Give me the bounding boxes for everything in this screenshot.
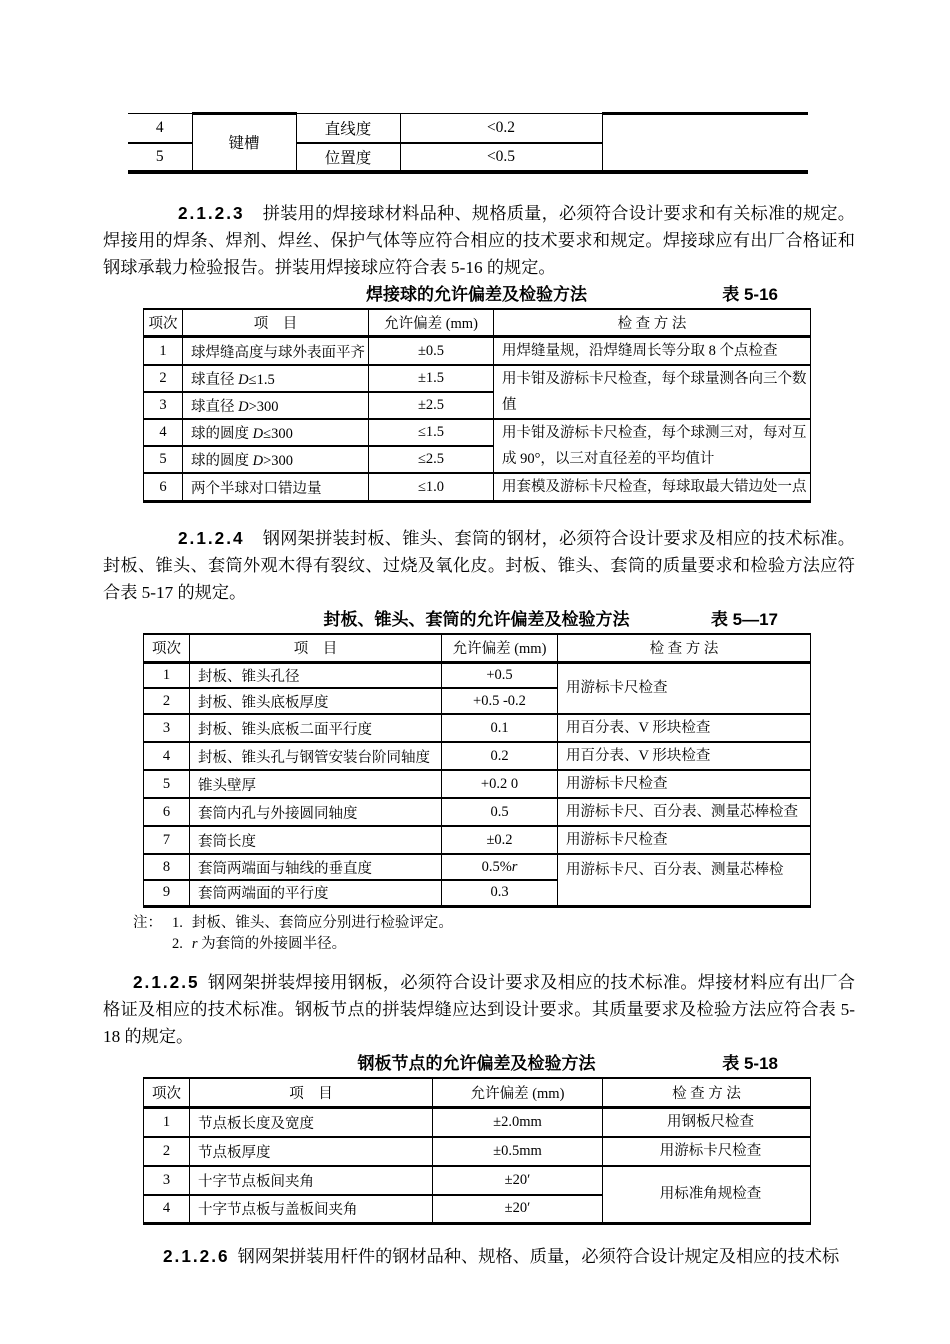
table-5-18 bbox=[143, 1077, 811, 1226]
item-variable: D bbox=[238, 399, 249, 415]
cell-no: 3 bbox=[144, 392, 183, 419]
table-5-16-caption bbox=[143, 284, 810, 306]
table-row bbox=[144, 473, 811, 502]
cell-deviation: ≤1.0 bbox=[369, 473, 494, 502]
cell-method: 用卡钳及游标卡尺检查，每个球量测各向三个数值 bbox=[494, 365, 811, 419]
note-item-1 bbox=[172, 913, 453, 934]
col-header-item: 项 目 bbox=[183, 309, 369, 337]
item-text: 球直径 bbox=[191, 372, 239, 388]
cell-item: 节点板厚度 bbox=[190, 1137, 433, 1166]
cell-method: 用钢板尺检查 bbox=[603, 1108, 811, 1137]
cell-deviation: ±2.0mm bbox=[433, 1108, 603, 1137]
table-number: 表 5—17 bbox=[710, 610, 778, 629]
cell-no: 2 bbox=[144, 688, 190, 714]
cell-item: 套筒内孔与外接圆同轴度 bbox=[190, 798, 442, 826]
table-row bbox=[144, 1108, 811, 1137]
cell-method: 用游标卡尺检查 bbox=[558, 770, 811, 798]
cell-no: 6 bbox=[144, 798, 190, 826]
cell-no: 4 bbox=[144, 419, 183, 446]
cell-method: 用游标卡尺检查 bbox=[558, 662, 811, 714]
cell-no: 9 bbox=[144, 880, 190, 906]
cell-no: 1 bbox=[144, 1108, 190, 1137]
cell-item: 位置度 bbox=[296, 143, 400, 172]
table-5-17-notes bbox=[133, 913, 855, 955]
cell-deviation: +0.5 -0.2 bbox=[442, 688, 558, 714]
paragraph-2-1-2-3 bbox=[103, 200, 855, 281]
table-5-18-caption bbox=[143, 1053, 810, 1075]
cell-deviation: ≤2.5 bbox=[369, 446, 494, 473]
cell-item: 封板、锥头底板厚度 bbox=[190, 688, 442, 714]
cell-item bbox=[183, 392, 369, 419]
item-text: 球的圆度 bbox=[191, 426, 253, 442]
col-header-deviation: 允许偏差 (mm) bbox=[442, 634, 558, 662]
cell-no: 6 bbox=[144, 473, 183, 502]
cell-method: 用百分表、V 形块检查 bbox=[558, 742, 811, 770]
cell-no: 1 bbox=[144, 662, 190, 688]
table-row bbox=[144, 1137, 811, 1166]
cell-deviation bbox=[442, 854, 558, 880]
col-header-method: 检 查 方 法 bbox=[558, 634, 811, 662]
item-text: >300 bbox=[263, 453, 294, 469]
item-text: ≤300 bbox=[263, 426, 293, 442]
col-header-deviation: 允许偏差 (mm) bbox=[433, 1078, 603, 1108]
cell-item: 十字节点板间夹角 bbox=[190, 1166, 433, 1195]
cell-method: 用焊缝量规，沿焊缝周长等分取 8 个点检查 bbox=[494, 337, 811, 366]
note-label: 注： bbox=[133, 914, 162, 931]
table-title: 焊接球的允许偏差及检验方法 bbox=[366, 284, 587, 304]
cell-method: 用游标卡尺检查 bbox=[558, 826, 811, 854]
table-row bbox=[144, 662, 811, 688]
table-row bbox=[144, 365, 811, 392]
col-header-deviation: 允许偏差 (mm) bbox=[369, 309, 494, 337]
cell-group: 键槽 bbox=[192, 114, 296, 172]
header-row bbox=[144, 309, 811, 337]
cell-no: 4 bbox=[128, 114, 192, 143]
cell-item: 套筒两端面与轴线的垂直度 bbox=[190, 854, 442, 880]
item-text: >300 bbox=[248, 399, 279, 415]
cell-no: 3 bbox=[144, 1166, 190, 1195]
cell-method-empty bbox=[602, 114, 808, 172]
cell-method: 用游标卡尺、百分表、测量芯棒检 bbox=[558, 854, 811, 906]
cell-deviation: +0.2 0 bbox=[442, 770, 558, 798]
cell-item: 封板、锥头底板二面平行度 bbox=[190, 714, 442, 742]
col-header-no: 项次 bbox=[144, 309, 183, 337]
cell-deviation: ±0.2 bbox=[442, 826, 558, 854]
cell-item bbox=[183, 365, 369, 392]
cell-deviation: 0.2 bbox=[442, 742, 558, 770]
cell-item: 封板、锥头孔径 bbox=[190, 662, 442, 688]
cell-no: 5 bbox=[144, 770, 190, 798]
cell-item bbox=[183, 446, 369, 473]
cell-item: 两个半球对口错边量 bbox=[183, 473, 369, 502]
cell-deviation: <0.2 bbox=[400, 114, 602, 143]
cell-method: 用游标卡尺检查 bbox=[603, 1137, 811, 1166]
cell-no: 4 bbox=[144, 1195, 190, 1224]
cell-deviation: +0.5 bbox=[442, 662, 558, 688]
table-title: 封板、锥头、套筒的允许偏差及检验方法 bbox=[323, 610, 630, 629]
paragraph-text: 拼装用的焊接球材料品种、规格质量，必须符合设计要求和有关标准的规定。焊接用的焊条、焊剂、焊丝、保护气体等应符合相应的技术要求和规定。焊接球应有出厂合格证和钢球承载力检验报告。拼装用焊接球应符合表 5-16 的规定。 bbox=[103, 203, 855, 277]
cell-deviation: ±0.5 bbox=[369, 337, 494, 366]
col-header-method: 检 查 方 法 bbox=[494, 309, 811, 337]
col-header-item: 项 目 bbox=[190, 634, 442, 662]
cell-item: 封板、锥头孔与钢管安装台阶同轴度 bbox=[190, 742, 442, 770]
cell-deviation: ±20′ bbox=[433, 1195, 603, 1224]
cell-no: 2 bbox=[144, 1137, 190, 1166]
table-number: 表 5-18 bbox=[722, 1053, 778, 1073]
cell-item: 锥头壁厚 bbox=[190, 770, 442, 798]
cell-item: 套筒两端面的平行度 bbox=[190, 880, 442, 906]
note-items bbox=[172, 913, 453, 955]
cell-method: 用百分表、V 形块检查 bbox=[558, 714, 811, 742]
table-title: 钢板节点的允许偏差及检验方法 bbox=[357, 1053, 596, 1073]
section-number: 2.1.2.6 bbox=[163, 1246, 230, 1266]
section-number: 2.1.2.5 bbox=[133, 971, 200, 992]
cell-no: 8 bbox=[144, 854, 190, 880]
item-text: ≤1.5 bbox=[248, 372, 275, 388]
table-row bbox=[144, 1166, 811, 1195]
cell-method: 用卡钳及游标卡尺检查，每个球测三对，每对互成 90°，以三对直径差的平均值计 bbox=[494, 419, 811, 473]
table-5-17 bbox=[143, 633, 811, 908]
deviation-variable: r bbox=[511, 858, 518, 875]
item-text: 球直径 bbox=[191, 399, 239, 415]
paragraph-text: 钢网架拼装封板、锥头、套筒的钢材，必须符合设计要求及相应的技术标准。封板、锥头、套筒外观木得有裂纹、过烧及氧化皮。封板、锥头、套筒的质量要求和检验方法应符合表 5-17 的规定。 bbox=[103, 529, 855, 602]
cell-deviation: 0.3 bbox=[442, 880, 558, 906]
note-number: 1. bbox=[172, 914, 183, 931]
note-number: 2. bbox=[172, 935, 183, 952]
item-variable: D bbox=[252, 426, 264, 442]
header-row bbox=[144, 634, 811, 662]
cell-deviation: <0.5 bbox=[400, 143, 602, 172]
item-variable: D bbox=[238, 372, 249, 388]
cell-no: 1 bbox=[144, 337, 183, 366]
header-row bbox=[144, 1078, 811, 1108]
table-row bbox=[144, 714, 811, 742]
cell-deviation: ≤1.5 bbox=[369, 419, 494, 446]
cell-deviation: 0.5 bbox=[442, 798, 558, 826]
cell-no: 4 bbox=[144, 742, 190, 770]
cell-item: 套筒长度 bbox=[190, 826, 442, 854]
table-row bbox=[144, 770, 811, 798]
section-number: 2.1.2.3 bbox=[178, 202, 245, 223]
item-variable: D bbox=[252, 453, 264, 469]
cell-item: 十字节点板与盖板间夹角 bbox=[190, 1195, 433, 1224]
paragraph-2-1-2-4 bbox=[103, 525, 855, 606]
paragraph-2-1-2-5 bbox=[103, 969, 855, 1050]
col-header-no: 项次 bbox=[144, 1078, 190, 1108]
table-row bbox=[144, 826, 811, 854]
cell-no: 5 bbox=[144, 446, 183, 473]
note-text: 封板、锥头、套筒应分别进行检验评定。 bbox=[191, 914, 453, 931]
cell-deviation: ±20′ bbox=[433, 1166, 603, 1195]
table-row bbox=[144, 798, 811, 826]
deviation-text: 0.5% bbox=[481, 858, 512, 875]
note-variable: r bbox=[191, 935, 198, 952]
note-text: 为套筒的外接圆半径。 bbox=[197, 935, 347, 952]
cell-deviation: 0.1 bbox=[442, 714, 558, 742]
note-item-2 bbox=[172, 934, 453, 955]
table-row bbox=[144, 854, 811, 880]
cell-deviation: ±1.5 bbox=[369, 365, 494, 392]
cell-no: 2 bbox=[144, 365, 183, 392]
table-row bbox=[144, 742, 811, 770]
cell-no: 7 bbox=[144, 826, 190, 854]
paragraph-2-1-2-6 bbox=[103, 1243, 855, 1270]
cell-item: 节点板长度及宽度 bbox=[190, 1108, 433, 1137]
cell-no: 3 bbox=[144, 714, 190, 742]
cell-method: 用游标卡尺、百分表、测量芯棒检查 bbox=[558, 798, 811, 826]
cell-no: 5 bbox=[128, 143, 192, 172]
paragraph-text: 钢网架拼装焊接用钢板，必须符合设计要求及相应的技术标准。焊接材料应有出厂合格证及相应的技术标准。钢板节点的拼装焊缝应达到设计要求。其质量要求及检验方法应符合表 5-18 的规定。 bbox=[103, 972, 855, 1046]
top-continued-table bbox=[128, 112, 808, 174]
cell-item: 球焊缝高度与球外表面平齐 bbox=[183, 337, 369, 366]
paragraph-text: 钢网架拼装用杆件的钢材品种、规格、质量，必须符合设计规定及相应的技术标 bbox=[237, 1247, 840, 1266]
cell-item: 直线度 bbox=[296, 114, 400, 143]
table-row bbox=[128, 114, 808, 143]
table-number: 表 5-16 bbox=[722, 284, 778, 304]
col-header-method: 检 查 方 法 bbox=[603, 1078, 811, 1108]
item-text: 球的圆度 bbox=[191, 453, 253, 469]
table-5-16 bbox=[143, 308, 811, 504]
col-header-item: 项 目 bbox=[190, 1078, 433, 1108]
cell-deviation: ±0.5mm bbox=[433, 1137, 603, 1166]
cell-method: 用套模及游标卡尺检查，每球取最大错边处一点 bbox=[494, 473, 811, 502]
table-5-17-caption bbox=[143, 609, 810, 631]
table-row bbox=[144, 419, 811, 446]
table-row bbox=[144, 337, 811, 366]
col-header-no: 项次 bbox=[144, 634, 190, 662]
cell-item bbox=[183, 419, 369, 446]
cell-deviation: ±2.5 bbox=[369, 392, 494, 419]
cell-method: 用标准角规检查 bbox=[603, 1166, 811, 1224]
section-number: 2.1.2.4 bbox=[178, 528, 245, 548]
